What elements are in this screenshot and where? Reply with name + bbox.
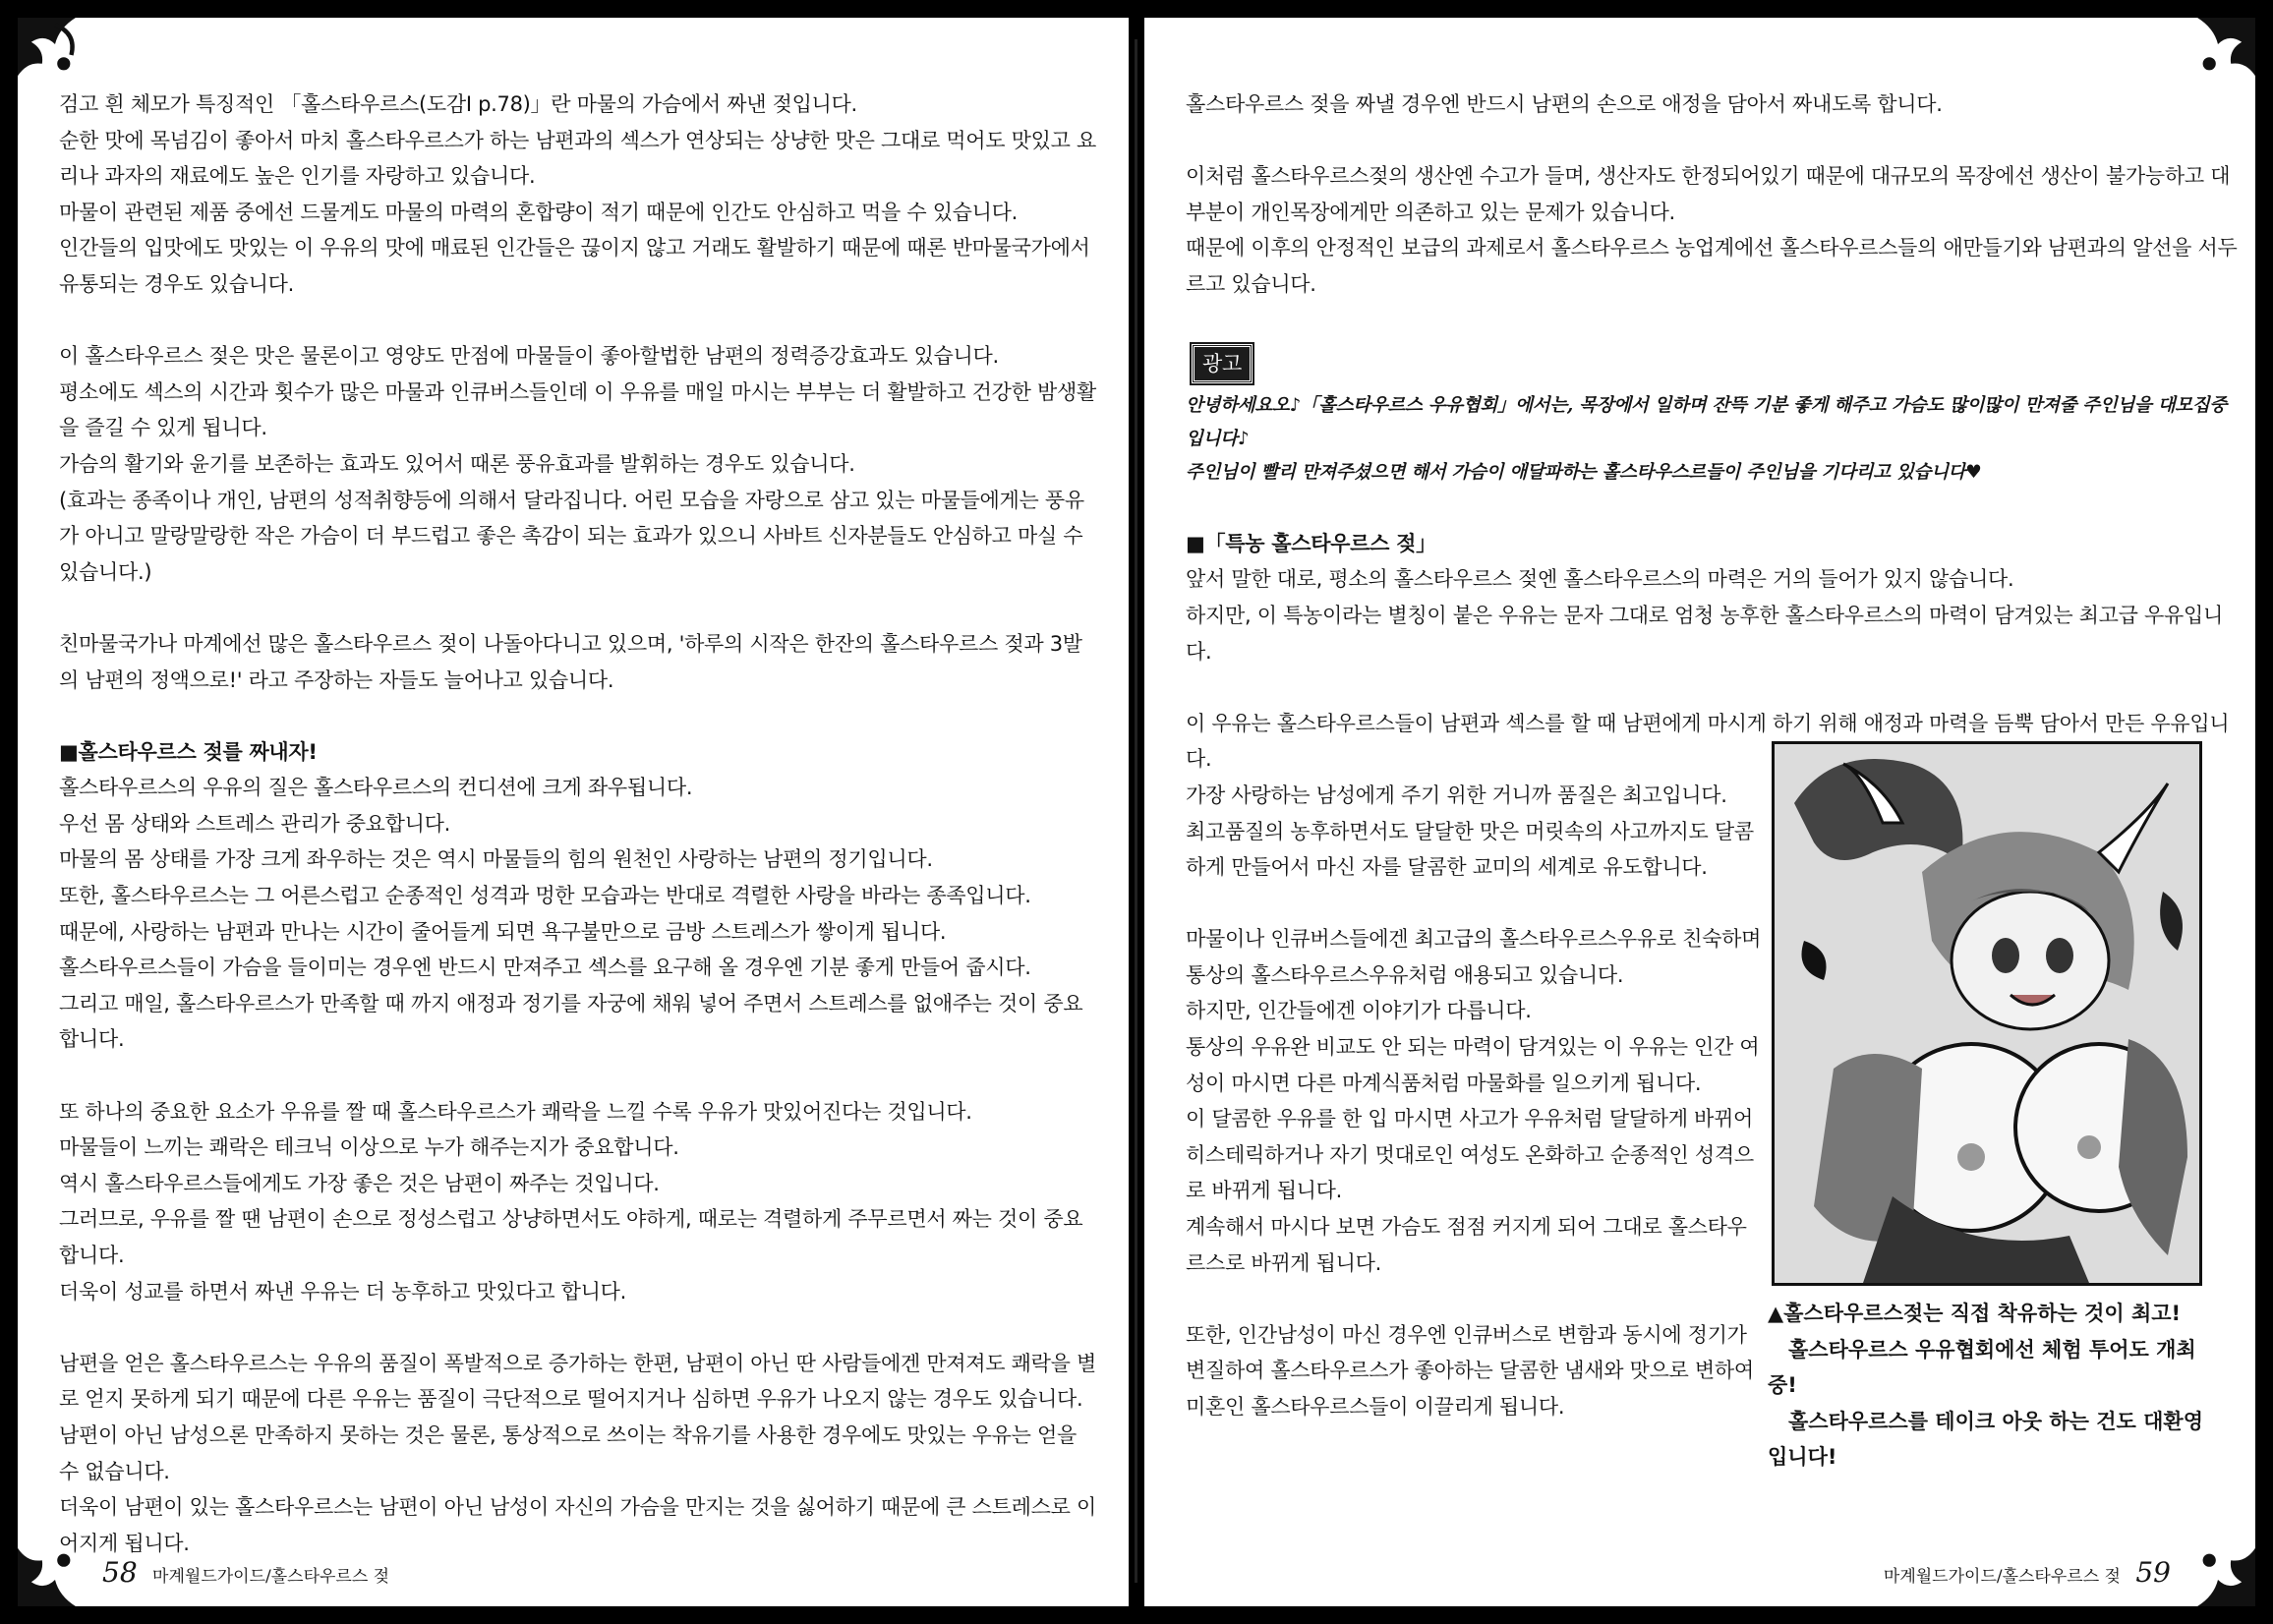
paragraph: 그러므로, 우유를 짤 땐 남편이 손으로 정성스럽고 상냥하면서도 야하게, 때로는 격렬하게 주무르면서 짜는 것이 중요합니다.	[59, 1207, 1083, 1267]
paragraph: 더욱이 성교를 하면서 짜낸 우유는 더 농후하고 맛있다고 합니다.	[59, 1279, 627, 1304]
paragraph: 검고 흰 체모가 특징적인 「홀스타우르스(도감Ⅰ p.78)」란 마물의 가슴에서 짜낸 젖입니다.	[59, 92, 857, 116]
left-text-column	[59, 87, 1101, 1561]
paragraph: 평소에도 섹스의 시간과 횟수가 많은 마물과 인큐버스들인데 이 우유를 매일 마시는 부부는 더 활발하고 건강한 밤생활을 즐길 수 있게 됩니다.	[59, 379, 1096, 440]
paragraph: 그리고 매일, 홀스타우르스가 만족할 때 까지 애정과 정기를 자궁에 채워 넣어 주면서 스트레스를 없애주는 것이 중요합니다.	[59, 991, 1083, 1052]
paragraph: 때문에 이후의 안정적인 보급의 과제로서 홀스타우르스 농업계에선 홀스타우르스들의 애만들기와 남편과의 알선을 서두르고 있습니다.	[1186, 236, 2238, 296]
paragraph: 홀스타우르스 젖을 짜낼 경우엔 반드시 남편의 손으로 애정을 담아서 짜내도록 합니다.	[1186, 92, 1943, 116]
illustration	[1772, 741, 2202, 1286]
page-footer	[1884, 1556, 2181, 1589]
paragraph: 남편을 얻은 홀스타우르스는 우유의 품질이 폭발적으로 증가하는 한편, 남편이 아닌 딴 사람들에겐 만져져도 쾌락을 별로 얻지 못하게 되기 때문에 다른 우유는 품질이 극단적으로 떨어지거나 심하면 우유가 나오지 않는 경우도 있습니다.	[59, 1351, 1096, 1412]
paragraph: 때문에, 사랑하는 남편과 만나는 시간이 줄어들게 되면 욕구불만으로 금방 스트레스가 쌓이게 됩니다.	[59, 919, 947, 944]
wrapped-text	[1186, 778, 1766, 1425]
paragraph: 홀스타우르스의 우유의 질은 홀스타우르스의 컨디션에 크게 좌우됩니다.	[59, 776, 693, 800]
page-footer	[92, 1556, 389, 1589]
section-heading: ■「특농 홀스타우르스 젖」	[1186, 531, 1436, 555]
paragraph: 계속해서 마시다 보면 가슴도 점점 커지게 되어 그대로 홀스타우르스로 바뀌게 됩니다.	[1186, 1215, 1747, 1275]
paragraph: 하지만, 이 특농이라는 별칭이 붙은 우유는 문자 그대로 엄청 농후한 홀스타우르스의 마력이 담겨있는 최고급 우유입니다.	[1186, 603, 2223, 664]
paragraph: 인간들의 입맛에도 맛있는 이 우유의 맛에 매료된 인간들은 끊이지 않고 거래도 활발하기 때문에 때론 반마물국가에서 유통되는 경우도 있습니다.	[59, 236, 1096, 296]
paragraph: 하지만, 인간들에겐 이야기가 다릅니다.	[1186, 999, 1532, 1023]
paragraph: 가장 사랑하는 남성에게 주기 위한 거니까 품질은 최고입니다.	[1186, 783, 1727, 807]
ad-badge: 광고	[1192, 344, 1253, 383]
paragraph: 또한, 인간남성이 마신 경우엔 인큐버스로 변함과 동시에 정기가 변질하여 홀스타우르스가 좋아하는 달콤한 냄새와 맛으로 변하여 미혼인 홀스타우르스들이 이끌리게 됩니다.	[1186, 1322, 1761, 1419]
paragraph: 이처럼 홀스타우르스젖의 생산엔 수고가 들며, 생산자도 한정되어있기 때문에 대규모의 목장에선 생산이 불가능하고 대부분이 개인목장에게만 의존하고 있는 문제가 있습니다.	[1186, 164, 2231, 224]
paragraph: 또 하나의 중요한 요소가 우유를 짤 때 홀스타우르스가 쾌락을 느낄 수록 우유가 맛있어진다는 것입니다.	[59, 1099, 972, 1124]
paragraph: 또한, 홀스타우르스는 그 어른스럽고 순종적인 성격과 멍한 모습과는 반대로 격렬한 사랑을 바라는 종족입니다.	[59, 884, 1031, 908]
figure-caption: ▲홀스타우르스젖는 직접 착유하는 것이 최고! 홀스타우르스 우유협회에선 체험 투어도 개최중! 홀스타우르스를 테이크 아웃 하는 건도 대환영 입니다!	[1768, 1302, 2203, 1470]
right-page	[1144, 18, 2255, 1606]
paragraph: 마물의 몸 상태를 가장 크게 좌우하는 것은 역시 마물들의 힘의 원천인 사랑하는 남편의 정기입니다.	[59, 847, 933, 872]
paragraph: (효과는 종족이나 개인, 남편의 성적취향등에 의해서 달라집니다. 어린 모습을 자랑으로 삼고 있는 마물들에게는 풍유가 아니고 말랑말랑한 작은 가슴이 더 부드럽고 좋은 촉감이 되는 효과가 있으니 사바트 신자분들도 안심하고 마실 수 있습니다.)	[59, 488, 1089, 584]
paragraph: 이 홀스타우르스 젖은 맛은 물론이고 영양도 만점에 마물들이 좋아할법한 남편의 정력증강효과도 있습니다.	[59, 344, 999, 369]
paragraph: 마물들이 느끼는 쾌락은 테크닉 이상으로 누가 해주는지가 중요합니다.	[59, 1135, 679, 1160]
paragraph: 마물이나 인큐버스들에겐 최고급의 홀스타우르스우유로 친숙하며 통상의 홀스타우르스우유처럼 애용되고 있습니다.	[1186, 927, 1768, 987]
ad-text: 주인님이 빨리 만져주셨으면 해서 가슴이 애달파하는 홀스타우스르들이 주인님을 기다리고 있습니다♥	[1186, 462, 1982, 484]
paragraph: 역시 홀스타우르스들에게도 가장 좋은 것은 남편이 짜주는 것입니다.	[59, 1171, 660, 1195]
paragraph: 마물이 관련된 제품 중에선 드물게도 마물의 마력의 혼합량이 적기 때문에 인간도 안심하고 먹을 수 있습니다.	[59, 200, 1019, 224]
paragraph: 앞서 말한 대로, 평소의 홀스타우르스 젖엔 홀스타우르스의 마력은 거의 들어가 있지 않습니다.	[1186, 567, 2014, 592]
paragraph: 이 우유는 홀스타우르스들이 남편과 섹스를 할 때 남편에게 마시게 하기 위해 애정과 마력을 듬뿍 담아서 만든 우유입니다.	[1186, 711, 2230, 772]
paragraph: 최고품질의 농후하면서도 달달한 맛은 머릿속의 사고까지도 달콤하게 만들어서 마신 자를 달콤한 교미의 세계로 유도합니다.	[1186, 819, 1754, 880]
paragraph: 통상의 우유완 비교도 안 되는 마력이 담겨있는 이 우유는 인간 여성이 마시면 다른 마계식품처럼 마물화를 일으키게 됩니다.	[1186, 1035, 1760, 1095]
paragraph: 가슴의 활기와 윤기를 보존하는 효과도 있어서 때론 풍유효과를 발휘하는 경우도 있습니다.	[59, 451, 855, 476]
page-number: 58	[102, 1556, 138, 1589]
section-heading: ■홀스타우르스 젖를 짜내자!	[59, 739, 318, 764]
corner-ornament-icon	[2153, 1504, 2255, 1606]
left-page	[18, 18, 1129, 1606]
paragraph: 더욱이 남편이 있는 홀스타우르스는 남편이 아닌 남성이 자신의 가슴을 만지는 것을 싫어하기 때문에 큰 스트레스로 이어지게 됩니다.	[59, 1495, 1096, 1555]
paragraph: 친마물국가나 마계에선 많은 홀스타우르스 젖이 나돌아다니고 있으며, '하루의 시작은 한잔의 홀스타우르스 젖과 3발의 남편의 정액으로!' 라고 주장하는 자들도 늘어나고 있습니다.	[59, 631, 1082, 692]
page-divider	[1135, 39, 1137, 1583]
paragraph: 우선 몸 상태와 스트레스 관리가 중요합니다.	[59, 811, 450, 836]
footer-title: 마계월드가이드/홀스타우르스 젖	[152, 1567, 390, 1587]
paragraph: 남편이 아닌 남성으론 만족하지 못하는 것은 물론, 통상적으로 쓰이는 착유기를 사용한 경우에도 맛있는 우유는 얻을 수 없습니다.	[59, 1422, 1083, 1483]
page-number: 59	[2135, 1556, 2171, 1589]
paragraph: 홀스타우르스들이 가슴을 들이미는 경우엔 반드시 만져주고 섹스를 요구해 올 경우엔 기분 좋게 만들어 줍시다.	[59, 956, 1031, 980]
ad-text: 안녕하세요오♪「홀스타우르스 우유협회」에서는, 목장에서 일하며 잔뜩 기분 좋게 해주고 가슴도 많이많이 만져줄 주인님을 대모집중입니다♪	[1186, 395, 2228, 450]
footer-title: 마계월드가이드/홀스타우르스 젖	[1883, 1567, 2121, 1587]
paragraph: 이 달콤한 우유를 한 입 마시면 사고가 우유처럼 달달하게 바뀌어 히스테릭하거나 자기 멋대로인 여성도 온화하고 순종적인 성격으로 바뀌게 됩니다.	[1186, 1107, 1760, 1203]
paragraph: 순한 맛에 목넘김이 좋아서 마치 홀스타우르스가 하는 남편과의 섹스가 연상되는 상냥한 맛은 그대로 먹어도 맛있고 요리나 과자의 재료에도 높은 인기를 자랑하고 있습니다.	[59, 128, 1096, 189]
